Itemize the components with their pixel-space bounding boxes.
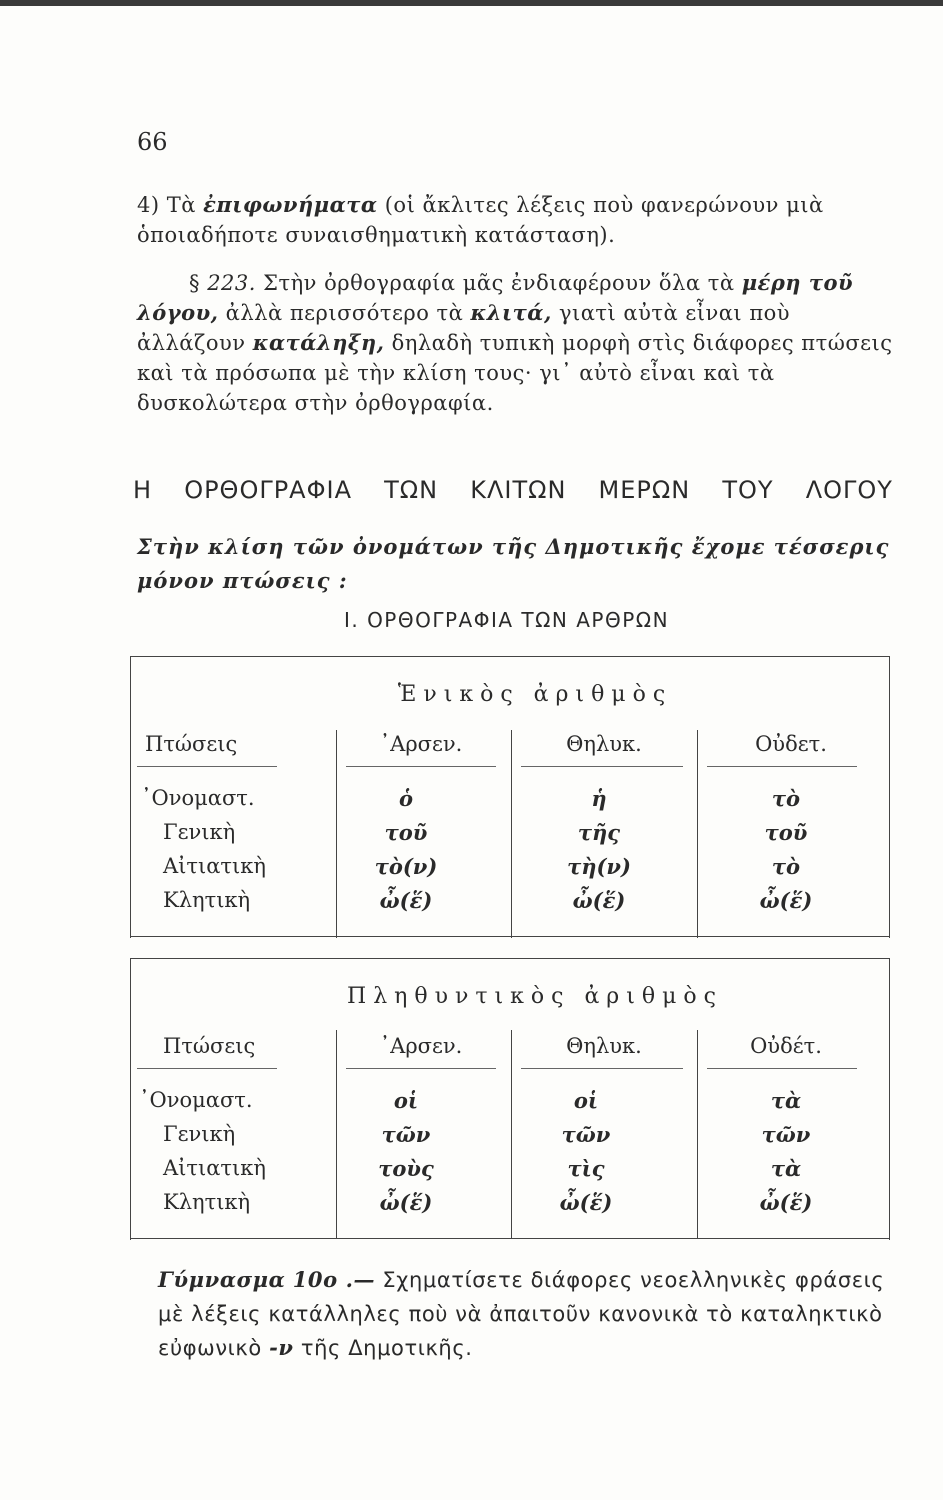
- section-text-2: ἀλλὰ περισσότερο τὰ: [218, 301, 471, 325]
- table-row-label: ᾿Ονομαστ.: [141, 786, 255, 810]
- section-text-4: δηλαδὴ τυπικὴ μορφὴ στὶς διάφορες πτώσεις καὶ τὰ πρόσωπα μὲ τὴν κλίση τους· γι᾿ αὐτὸ εἶναι καὶ τὰ δυσκολώτερα στὴν ὀρθογραφία.: [137, 331, 893, 415]
- item4-term: ἐπιφωνήματα: [203, 192, 378, 217]
- articles-subheading: Ι. ΟΡΘΟΓΡΑΦΙΑ ΤΩΝ ΑΡΘΡΩΝ: [343, 608, 670, 632]
- table-cell: τῆς: [577, 820, 621, 845]
- table-cell: ὦ(ἕ): [559, 1190, 613, 1215]
- table-row-label: ᾿Ονομαστ.: [139, 1088, 253, 1112]
- table-cell: τοῦ: [764, 820, 808, 845]
- section-text-3: γιατὶ αὐτὰ εἶναι ποὺ ἀλλάζουν: [137, 301, 791, 355]
- item4-rest: (οἱ ἄκλιτες λέξεις ποὺ φανερώνουν μιὰ ὁποιαδήποτε συναισθηματικὴ κατάσταση).: [137, 193, 824, 247]
- table-cell: οἱ: [573, 1088, 599, 1113]
- table-top-rule: [131, 958, 889, 959]
- table-row-label: Κλητικὴ: [163, 1190, 251, 1214]
- exercise-emph: -ν: [269, 1335, 294, 1360]
- table-cell: ὦ(ἕ): [572, 888, 626, 913]
- table-cell: ὦ(ἕ): [759, 1190, 813, 1215]
- header-underline: [346, 766, 496, 767]
- heading-word: ΟΡΘΟΓΡΑΦΙΑ: [184, 476, 352, 504]
- table-row-label: Κλητικὴ: [163, 888, 251, 912]
- column-divider: [511, 730, 512, 938]
- header-underline: [521, 766, 683, 767]
- column-divider: [697, 1030, 698, 1238]
- table-row-label: Αἰτιατικὴ: [163, 1156, 266, 1180]
- table-cell: τῶν: [561, 1122, 611, 1147]
- table-cell: τὸ(ν): [374, 854, 438, 879]
- exercise-text-1: Σχηματίσετε διάφορες νεοελληνικὲς φράσεις μὲ λέξεις κατάλληλες ποὺ νὰ ἀπαιτοῦν κανονικὰ τὸ καταληκτικὸ εὐφωνικὸ: [158, 1268, 885, 1360]
- column-divider: [697, 730, 698, 938]
- table-top-rule: [131, 656, 889, 657]
- chapter-heading: [133, 476, 893, 504]
- table-cell: τὴ(ν): [567, 854, 631, 879]
- table-row-label: Γενικὴ: [163, 820, 236, 844]
- table-cell: τὰ: [770, 1088, 802, 1113]
- table-cell: τῶν: [381, 1122, 431, 1147]
- item-4-paragraph: [137, 190, 893, 250]
- header-underline: [137, 1068, 277, 1069]
- exercise-text-2: τῆς Δημοτικῆς.: [293, 1336, 473, 1360]
- exercise-paragraph: [158, 1263, 893, 1365]
- exercise-number: 10ο .—: [292, 1267, 376, 1292]
- header-underline: [137, 766, 277, 767]
- section-sign: §: [189, 271, 208, 295]
- table-row-label: Αἰτιατικὴ: [163, 854, 266, 878]
- table-cell: ὦ(ἕ): [379, 1190, 433, 1215]
- table-cell: ὁ: [398, 786, 413, 811]
- heading-word: ΤΟΥ: [722, 476, 774, 504]
- table-cell: οἱ: [393, 1088, 419, 1113]
- header-underline: [346, 1068, 496, 1069]
- table-header-masc: ᾿Αρσεν.: [379, 1034, 463, 1058]
- table-header-masc: ᾿Αρσεν.: [379, 732, 463, 756]
- section-number: 223.: [207, 271, 256, 295]
- table-cell: ὦ(ἕ): [759, 888, 813, 913]
- table-cell: τὸ: [771, 786, 801, 811]
- top-edge-band: [0, 0, 943, 6]
- table-header-neut: Οὐδετ.: [755, 732, 827, 756]
- table-cell: τὸ: [771, 854, 801, 879]
- table-header-case: Πτώσεις: [145, 732, 238, 756]
- table-cell: τὰ: [770, 1156, 802, 1181]
- page-number: 66: [137, 128, 168, 156]
- table-caption: Πληθυντικὸς ἀριθμὸς: [347, 984, 723, 1009]
- table-bottom-rule: [131, 1238, 889, 1239]
- item4-prefix: 4) Τὰ: [137, 193, 204, 217]
- table-header-neut: Οὐδέτ.: [750, 1034, 822, 1058]
- section-emph-3: κατάληξη,: [252, 330, 385, 355]
- exercise-title: Γύμνασμα: [158, 1267, 286, 1292]
- section-text-1: Στὴν ὀρθογραφία μᾶς ἐνδιαφέρουν ὅλα τὰ: [255, 271, 742, 295]
- section-223-paragraph: [137, 268, 893, 418]
- table-header-fem: Θηλυκ.: [566, 732, 642, 756]
- header-underline: [707, 1068, 857, 1069]
- table-header-case: Πτώσεις: [163, 1034, 256, 1058]
- table-cell: ὦ(ἕ): [379, 888, 433, 913]
- heading-word: ΜΕΡΩΝ: [598, 476, 691, 504]
- lead-statement: Στὴν κλίση τῶν ὀνομάτων τῆς Δημοτικῆς ἔχομε τέσσερις μόνον πτώσεις :: [137, 534, 890, 593]
- heading-word: Η: [133, 476, 153, 504]
- heading-word: ΛΟΓΟΥ: [805, 476, 893, 504]
- heading-word: ΤΩΝ: [384, 476, 439, 504]
- table-cell: τῶν: [761, 1122, 811, 1147]
- table-cell: ἡ: [591, 786, 607, 811]
- table-bottom-rule: [131, 936, 889, 937]
- section-emph-2: κλιτά,: [470, 300, 552, 325]
- header-underline: [521, 1068, 683, 1069]
- table-header-fem: Θηλυκ.: [566, 1034, 642, 1058]
- singular-articles-table: [130, 656, 890, 938]
- heading-word: ΚΛΙΤΩΝ: [470, 476, 567, 504]
- table-cell: τοὺς: [378, 1156, 434, 1181]
- plural-articles-table: [130, 958, 890, 1240]
- header-underline: [707, 766, 857, 767]
- table-cell: τὶς: [567, 1156, 605, 1181]
- section-emph-1: μέρη τοῦ λόγου,: [137, 270, 854, 325]
- table-cell: τοῦ: [384, 820, 428, 845]
- table-row-label: Γενικὴ: [163, 1122, 236, 1146]
- table-caption: Ἑνικὸς ἀριθμὸς: [397, 682, 673, 707]
